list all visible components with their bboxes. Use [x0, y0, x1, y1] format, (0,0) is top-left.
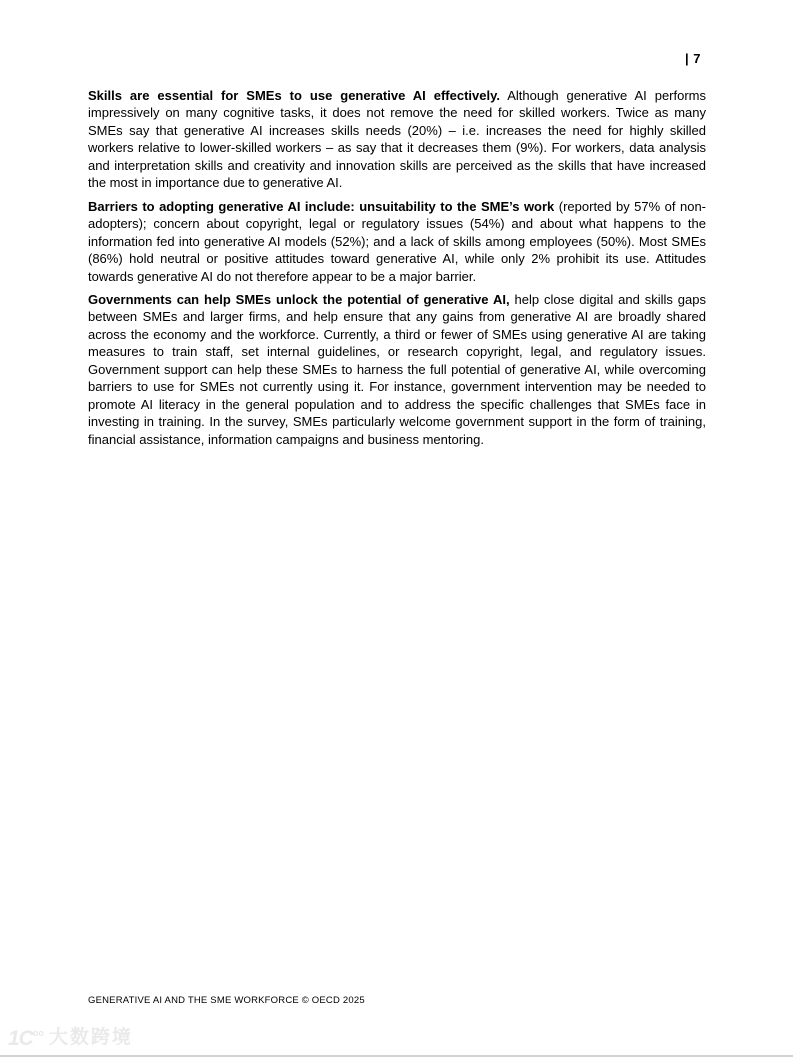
paragraph-body-barriers: (reported by 57% of non-adopters); concern about copyright, legal or regulatory issues (54%) and about what happens to the information fed into generative AI models (52%); and a lack of skills among employees (50%). Most SMEs (86%) hold neutral or positive attitudes toward generative AI, while only 2% prohibit its use. Attitudes towards generative AI do not therefore appear to be a major barrier. [88, 198, 707, 284]
page-number: | 7 [685, 51, 701, 66]
paragraph [88, 198, 706, 285]
footer-running-title: GENERATIVE AI AND THE SME WORKFORCE © OECD 2025 [88, 995, 365, 1006]
paragraph-body-skills: Although generative AI performs impressively on many cognitive tasks, it does not remove the need for skilled workers. Twice as many SMEs say that generative AI increases skills needs (20%) – i.e. increases the need for highly skilled workers relative to lower-skilled workers – as say that it decreases them (9%). For workers, data analysis and interpretation skills and creativity and innovation skills are perceived as the skills that have increased the most in importance due to generative AI. [88, 88, 706, 191]
watermark-brand-text: 大数跨境 [48, 1027, 133, 1048]
paragraph [88, 291, 706, 448]
paragraph-body-governments: help close digital and skills gaps between SMEs and larger firms, and help ensure that any gains from generative AI are broadly shared across the economy and the workforce. Currently, a third or fewer of SMEs using generative AI are taking measures to train staff, set internal guidelines, or research copyright, legal, and regulatory issues. Government support can help these SMEs to harness the full potential of generative AI, while overcoming barriers to use for SMEs not currently using it. For instance, government intervention may be needed to promote AI literacy in the general population and to address the specific challenges that SMEs face in investing in training. In the survey, SMEs particularly welcome government support in the form of training, financial assistance, information campaigns and business mentoring. [88, 291, 706, 447]
paragraph [88, 87, 706, 192]
watermark-logo-icon: $1C^{oo}$ [8, 1027, 44, 1050]
watermark [8, 1027, 133, 1048]
paragraph-lead-skills: Skills are essential for SMEs to use generative AI effectively. [88, 88, 500, 103]
paragraph-lead-barriers: Barriers to adopting generative AI include: unsuitability to the SME’s work [88, 198, 555, 214]
page-body-text [88, 87, 706, 454]
paragraph-lead-governments: Governments can help SMEs unlock the potential of generative AI, [88, 291, 510, 307]
